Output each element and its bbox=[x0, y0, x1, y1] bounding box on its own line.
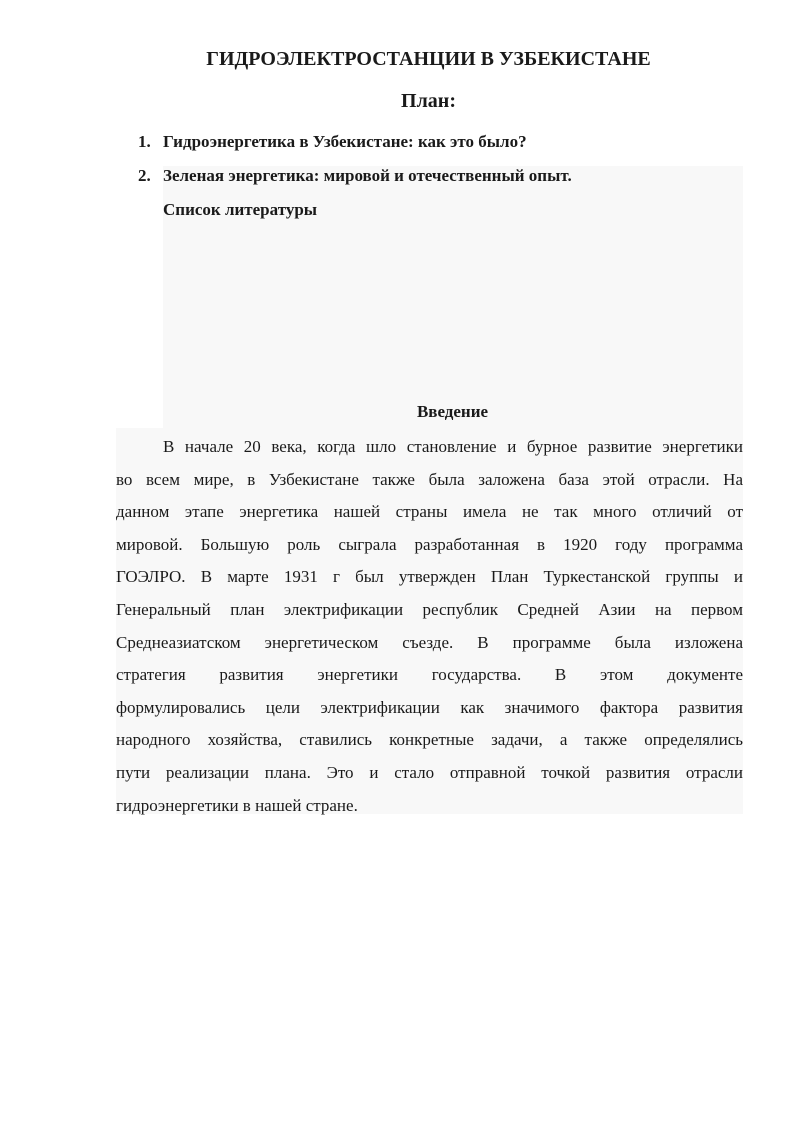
paragraph-line: во всем мире, в Узбекистане также была заложена база этой отрасли. На bbox=[116, 469, 743, 489]
paragraph-line: мировой. Большую роль сыграла разработанная в 1920 году программа bbox=[116, 534, 743, 554]
plan-item-number: 2. bbox=[138, 166, 151, 185]
introduction-paragraph bbox=[116, 431, 743, 822]
introduction-heading: Введение bbox=[416, 402, 489, 421]
plan-item-text: Зеленая энергетика: мировой и отечественный опыт. bbox=[163, 166, 572, 185]
paragraph-line: народного хозяйства, ставились конкретные задачи, а также определялись bbox=[116, 730, 743, 750]
plan-item bbox=[138, 132, 527, 152]
paragraph-line: пути реализации плана. Это и стало отправной точкой развития отрасли bbox=[116, 762, 743, 782]
paragraph-line: ГОЭЛРО. В марте 1931 г был утвержден План Туркестанской группы и bbox=[116, 567, 743, 587]
paragraph-line: гидроэнергетики в нашей стране. bbox=[116, 795, 358, 815]
plan-item-number: 1. bbox=[138, 132, 151, 151]
paragraph-line: Генеральный план электрификации республик Средней Азии на первом bbox=[116, 599, 743, 619]
paragraph-line: стратегия развития энергетики государства. В этом документе bbox=[116, 665, 743, 685]
paragraph-line: В начале 20 века, когда шло становление и бурное развитие энергетики bbox=[163, 437, 743, 456]
plan-item bbox=[138, 166, 572, 186]
paragraph-line: формулировались цели электрификации как значимого фактора развития bbox=[116, 697, 743, 717]
document-title: ГИДРОЭЛЕКТРОСТАНЦИИ В УЗБЕКИСТАНЕ bbox=[206, 48, 651, 70]
plan-item bbox=[138, 200, 317, 220]
paragraph-line: данном этапе энергетика нашей страны имела не так много отличий от bbox=[116, 502, 743, 522]
paragraph-line: Среднеазиатском энергетическом съезде. В программе была изложена bbox=[116, 632, 743, 652]
plan-heading: План: bbox=[401, 90, 456, 112]
plan-item-text: Список литературы bbox=[163, 200, 318, 219]
plan-item-text: Гидроэнергетика в Узбекистане: как это было? bbox=[163, 132, 527, 151]
